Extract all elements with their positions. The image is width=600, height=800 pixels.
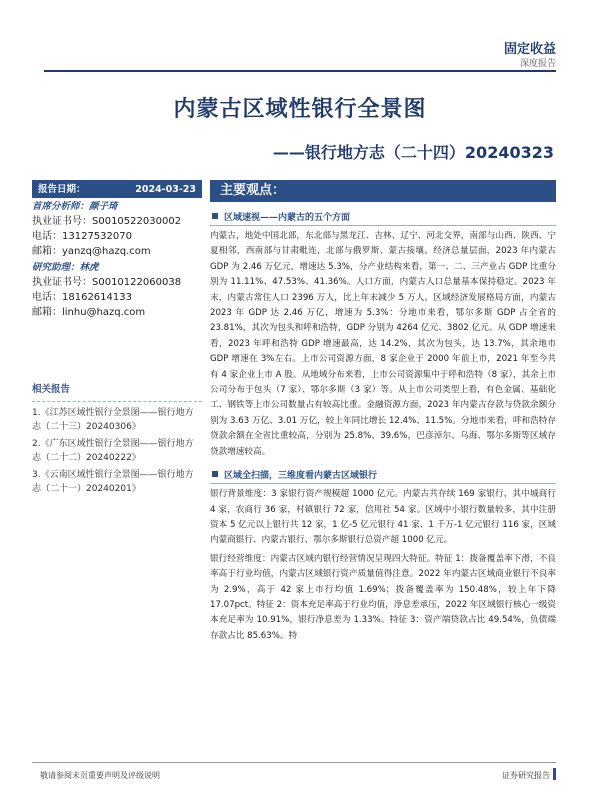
report-date-value: 2024-03-23 [135, 183, 196, 195]
analyst-role: 首席分析师：颜子琦 [32, 201, 118, 212]
footer-disclaimer: 敬请参阅末页重要声明及评级说明 [40, 771, 160, 780]
footer-label: 证券研究报告 [502, 771, 550, 780]
section-title: 区域全扫描，三维度看内蒙古区域银行 [224, 471, 378, 482]
report-date-bar [32, 180, 202, 198]
body-paragraph: 内蒙古，地处中国北部，东北部与黑龙江、吉林、辽宁、河北交界，南部与山西、陕西、宁夏相邻，西南部与甘肃毗连，北部与俄罗斯、蒙古接壤。经济总量层面，2023 年内蒙古 GDP 为 2.46 万亿元，增速达 5.3%，分产业结构来看，第一、二、三产业占 GDP 比重分别为 11.11%、47.53%、41.36%。人口方面，内蒙古人口总量基本保持稳定。2023 年末，内蒙古常住人口 2396 万人，比上年末减少 5 万人。区域经济发展格局方面，内蒙古 2023 年 GDP 达 2.46 万亿，增速为 5.3%：分地市来看，鄂尔多斯 GDP 占全省的 23.81%，其次为包头和呼和浩特，GDP 分别为 4264 亿元、3802 亿元。从 GDP 增速来看，2023 年呼和浩特 GDP 增速最高，达 14.2%，其次为包头，达 13.7%，其余地市 GDP 增速在 3%左右。上市公司资源方面，8 家企业于 2000 年前上市，2021 年至今共有 4 家企业上市 A 股。从地域分布来看，上市公司资源集中于呼和浩特（8 家），其余上市公司分布于包头（7 家）、鄂尔多斯（3 家）等。从上市公司类型上看，有色金属、基础化工、钢铁等上市公司数量占有较高比重。金融资源方面，2023 年内蒙古存款与贷款余额分别为 3.63 万亿、3.01 万亿，较上年同比增长 12.4%、11.5%。分地市来看，呼和浩特存贷款余额在全省比重较高，分别为 25.8%、39.6%，巴彦淖尔、乌海、鄂尔多斯等区域存贷款增速较高。 [210, 231, 556, 457]
related-report-item[interactable]: 1.《江苏区域性银行全景图——银行地方志（二十三）20240306》 [32, 408, 194, 432]
main-heading: 主要观点： [210, 180, 556, 202]
square-bullet-icon [212, 213, 218, 219]
body-paragraph: 银行经营维度：内蒙古区域内银行经营情况呈现四大特征。特征 1：拨备覆盖率下滑，不良率高于行业均值，内蒙古区域银行资产质量值得注意。2022 年内蒙古区域商业银行不良率为 2.9%，高于 42 家上市行均值 1.69%；拨备覆盖率为 150.48%，较上年下降 17.07pct。特征 2：资本充足率高于行业均值，净息差承压，2022 年区域银行核心一级资本充足率为 10.91%，银行净息差为 1.33%。特征 3：资产端贷款占比 49.54%，负债端存款占比 85.63%。特 [210, 553, 556, 641]
analyst-license: 执业证书号：S0010522030002 [32, 216, 182, 227]
section-heading [210, 208, 556, 226]
sidebar [32, 180, 202, 496]
related-report-item[interactable]: 3.《云南区域性银行全景图——银行地方志（二十一）20240201》 [32, 470, 194, 494]
page-subtitle: ——银行地方志（二十四）20240323 [272, 143, 554, 162]
footer-marker [553, 768, 556, 780]
section-heading [210, 466, 556, 484]
assistant-email[interactable]: 邮箱：linhu@hazq.com [32, 307, 146, 318]
assistant-phone: 电话：18162614133 [32, 292, 132, 303]
report-category: 固定收益 [503, 42, 556, 57]
body-paragraph: 银行背景维度：3 家银行资产规模超 1000 亿元。内蒙古共存续 169 家银行，其中城商行 4 家，农商行 36 家，村镇银行 72 家，信用社 54 家。区域中小银行数量较多，其中注册资本 5 亿元以上银行共 12 家，1 亿-5 亿元银行 41 家、1 千万-1 亿元银行 116 家，区域内蒙商银行、内蒙古银行、鄂尔多斯银行总资产超 1000 亿元。 [210, 489, 556, 546]
assistant-role: 研究助理：林虎 [32, 262, 99, 273]
related-divider [32, 401, 202, 402]
footer-divider [32, 762, 556, 763]
section-title: 区域速视——内蒙古的五个方面 [224, 213, 351, 223]
analyst-email[interactable]: 邮箱：yanzq@hazq.com [32, 246, 151, 257]
header-divider [44, 70, 556, 72]
related-report-item[interactable]: 2.《广东区域性银行全景图——银行地方志（二十二）20240222》 [32, 439, 194, 463]
square-bullet-icon [212, 471, 218, 477]
report-type: 深度报告 [519, 59, 556, 69]
analyst-phone: 电话：13127532070 [32, 231, 132, 242]
assistant-license: 执业证书号：S0010122060038 [32, 277, 182, 288]
main-content [210, 180, 556, 644]
page-title: 内蒙古区域性银行全景图 [173, 97, 427, 122]
related-reports-title: 相关报告 [32, 384, 71, 395]
report-date-label: 报告日期： [38, 183, 86, 195]
